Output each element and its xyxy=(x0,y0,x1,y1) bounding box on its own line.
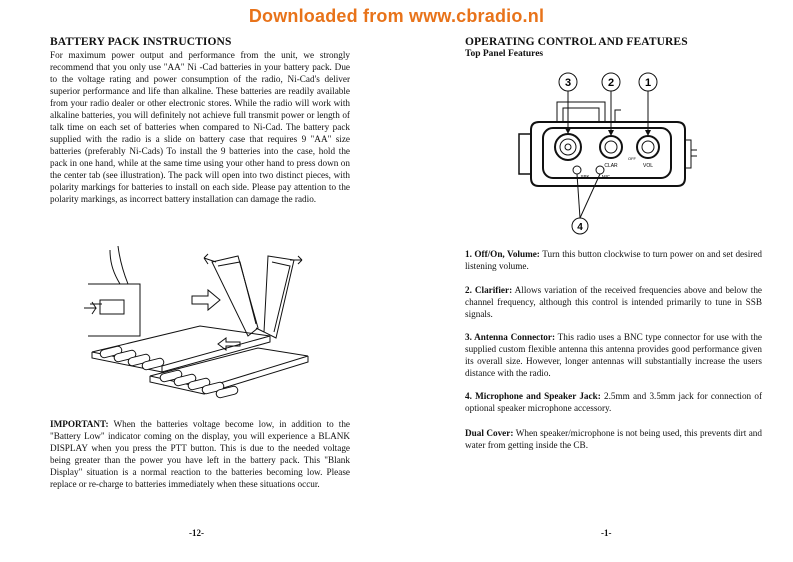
important-label: IMPORTANT: xyxy=(50,419,109,429)
feature-label: Dual Cover: xyxy=(465,428,514,438)
feature-label: 3. Antenna Connector: xyxy=(465,332,556,342)
operating-controls-section xyxy=(465,36,762,59)
callout-4: 4 xyxy=(577,222,583,233)
callout-3: 3 xyxy=(564,77,572,89)
feature-label: 2. Clarifier: xyxy=(465,285,513,295)
feature-antenna xyxy=(465,331,762,379)
download-banner: Downloaded from www.cbradio.nl xyxy=(248,6,545,26)
callout-1: 1 xyxy=(644,77,652,89)
feature-text: Allows variation of the received frequencies above and below the channel frequency, although this control is intended primarily to tune in SSB signals. xyxy=(465,285,763,319)
battery-instructions-text: For maximum power output and performance from the unit, we strongly recommend that you only use "AA" Ni -Cad batteries in your battery pack. Due to the voltage rating and power consumption of the radio, Ni-Cad's deliver superior performance and life than alkaline. These batteries are readily available from your radio dealer or other electronic stores. While the radio will work with alkaline batteries, you will definitely not achieve full transmit power or length of talk time on each set of batteries when compared to Ni-Cad. The battery pack supplied with the radio is a slide on battery case that requires 9 "AA" size batteries (preferably Ni-Cads) To install the 9 batteries into the case, hold the pack in one hand, while at the same time using your other hand to press down on the center tab (see illustration). The pack will open into two distinct pieces, with polarity markings for batteries to install on each side. Please pay attention to the polarity markings, as incorrect battery installation can damage the radio. xyxy=(50,50,350,204)
feature-label: 4. Microphone and Speaker Jack: xyxy=(465,391,601,401)
feature-label: 1. Off/On, Volume: xyxy=(465,249,540,259)
battery-pack-section xyxy=(50,36,350,205)
mic-label: MIC xyxy=(601,174,611,179)
controls-section-title: OPERATING CONTROL AND FEATURES xyxy=(465,36,688,48)
feature-dual-cover xyxy=(465,427,762,451)
vol-label: VOL xyxy=(642,163,654,169)
off-label: OFF xyxy=(628,156,636,161)
page-number-right: -1- xyxy=(601,528,612,538)
callout-2: 2 xyxy=(607,77,615,89)
feature-clarifier xyxy=(465,284,762,320)
feature-volume xyxy=(465,248,762,272)
important-note xyxy=(50,418,350,490)
feature-text: When speaker/microphone is not being used, this prevents dirt and water from getting inside the CB. xyxy=(465,428,762,450)
top-panel-subtitle: Top Panel Features xyxy=(465,49,544,59)
important-text: When the batteries voltage become low, in addition to the "Battery Low" indicator coming on the display, you will experience a BLANK DISPLAY when you press the PTT button. This is due to the needed voltage being greater than the power you have left in the battery pack. This "Blank Display" situation is a normal reaction to the batteries becoming low. Please replace or re-charge to batteries immediately when these situations occur. xyxy=(50,419,351,489)
important-paragraph xyxy=(50,418,350,490)
spk-label: SPK xyxy=(580,174,590,179)
feature-mic-speaker-jack xyxy=(465,390,762,414)
top-panel-diagram xyxy=(505,70,705,235)
clar-label: CLAR xyxy=(604,163,618,169)
feature-text: 2.5mm and 3.5mm jack for connection of optional speaker microphone accessory. xyxy=(465,391,763,413)
feature-text: Turn this button clockwise to turn power on and set desired listening volume. xyxy=(465,249,762,271)
battery-section-title: BATTERY PACK INSTRUCTIONS xyxy=(50,36,232,48)
page-number-left: -12- xyxy=(189,528,204,538)
battery-pack-illustration xyxy=(80,244,330,404)
feature-text: This radio uses a BNC type connector for use with the supplied custom flexible antenna this antenna provides good performance given its overall size. However, longer antennas will substantially increase the users distance with the radio. xyxy=(465,332,762,378)
